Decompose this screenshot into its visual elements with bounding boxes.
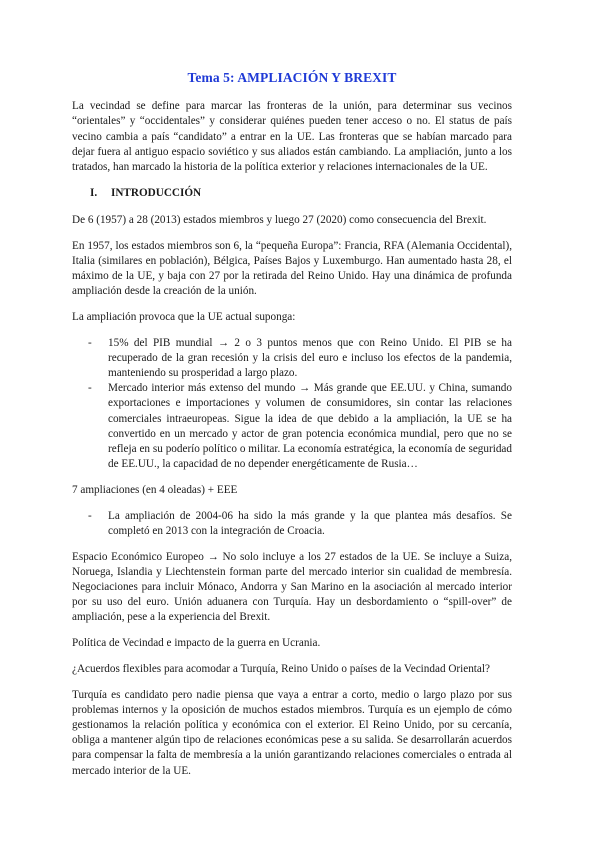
paragraph-espacio-economico: Espacio Económico Europeo → No solo incluye a los 27 estados de la UE. Se incluye a Suiza, Noruega, Islandia y Liechtenstein forman parte del mercado interior sin cualidad de membresía. Negociaciones para incluir Mónaco, Andorra y San Marino en la asociación al mercado interior por su uso del euro. Unión aduanera con Turquía. Hay un desbordamiento o “spill-over” de ampliación, pese a la experiencia del Brexit. [72, 550, 512, 624]
bullet-list-ue-actual [72, 336, 512, 473]
list-item: - 15% del PIB mundial → 2 o 3 puntos menos que con Reino Unido. El PIB se ha recuperado de la gran recesión y la crisis del euro e incluso los efectos de la pandemia, manteniendo su prosperidad a largo plazo. [108, 336, 512, 382]
section-number: I. [90, 186, 98, 199]
paragraph-estados-miembros: De 6 (1957) a 28 (2013) estados miembros y luego 27 (2020) como consecuencia del Brexit. [72, 213, 487, 226]
list-item: - Mercado interior más extenso del mundo → Más grande que EE.UU. y China, sumando exportaciones e importaciones y volumen de consumidores, sin contar las relaciones comerciales intraeuropeas. Sigue la idea de que debido a la ampliación, la UE se ha convertido en un mercado y actor de gran potencia económica mundial, pero que no se refleja en su poderío político o militar. La economía estratégica, la economía de seguridad de EE.UU., la capacidad de no depender energéticamente de Rusia… [108, 381, 512, 472]
bullet-list-ampliaciones [72, 509, 512, 539]
paragraph-turquia: Turquía es candidato pero nadie piensa que vaya a entrar a corto, medio o largo plazo por sus problemas internos y la oposición de muchos estados miembros. Turquía es un ejemplo de cómo gestionamos la relación política y económica con el exterior. El Reino Unido, por su cercanía, obliga a mantener algún tipo de relaciones económicas pese a su salida. Se desarrollarán acuerdos para compensar la falta de membresía a la unión garantizando relaciones comerciales o entrada al mercado interior de la UE. [72, 688, 512, 777]
paragraph-ampliacion-provoca: La ampliación provoca que la UE actual suponga: [72, 310, 296, 323]
section-heading-introduccion [90, 186, 512, 201]
list-item: - La ampliación de 2004-06 ha sido la más grande y la que plantea más desafíos. Se completó en 2013 con la integración de Croacia. [108, 509, 512, 539]
document-title: Tema 5: AMPLIACIÓN Y BREXIT [187, 70, 397, 85]
paragraph-ampliaciones: 7 ampliaciones (en 4 oleadas) + EEE [72, 483, 238, 496]
intro-paragraph: La vecindad se define para marcar las fronteras de la unión, para determinar sus vecinos “orientales” y “occidentales” y considerar quiénes pueden tener acceso o no. El status de país vecino cambia a país “candidato” a entrar en la UE. Las fronteras que se habían marcado para dejar fuera al antiguo espacio soviético y sus aliados están cambiando. La ampliación, junto a los tratados, han marcado la historia de la política exterior y relaciones internacionales de la UE. [72, 100, 512, 174]
paragraph-1957: En 1957, los estados miembros son 6, la “pequeña Europa”: Francia, RFA (Alemania Occidental), Italia (similares en población), Bélgica, Países Bajos y Luxemburgo. Han aumentado hasta 28, el máximo de la UE, y baja con 27 por la retirada del Reino Unido. Hay una dinámica de profunda ampliación desde la creación de la unión. [72, 239, 512, 298]
paragraph-acuerdos-flexibles: ¿Acuerdos flexibles para acomodar a Turquía, Reino Unido o países de la Vecindad Oriental? [72, 662, 490, 675]
paragraph-politica-vecindad: Política de Vecindad e impacto de la guerra en Ucrania. [72, 637, 321, 650]
section-title: INTRODUCCIÓN [111, 186, 202, 199]
